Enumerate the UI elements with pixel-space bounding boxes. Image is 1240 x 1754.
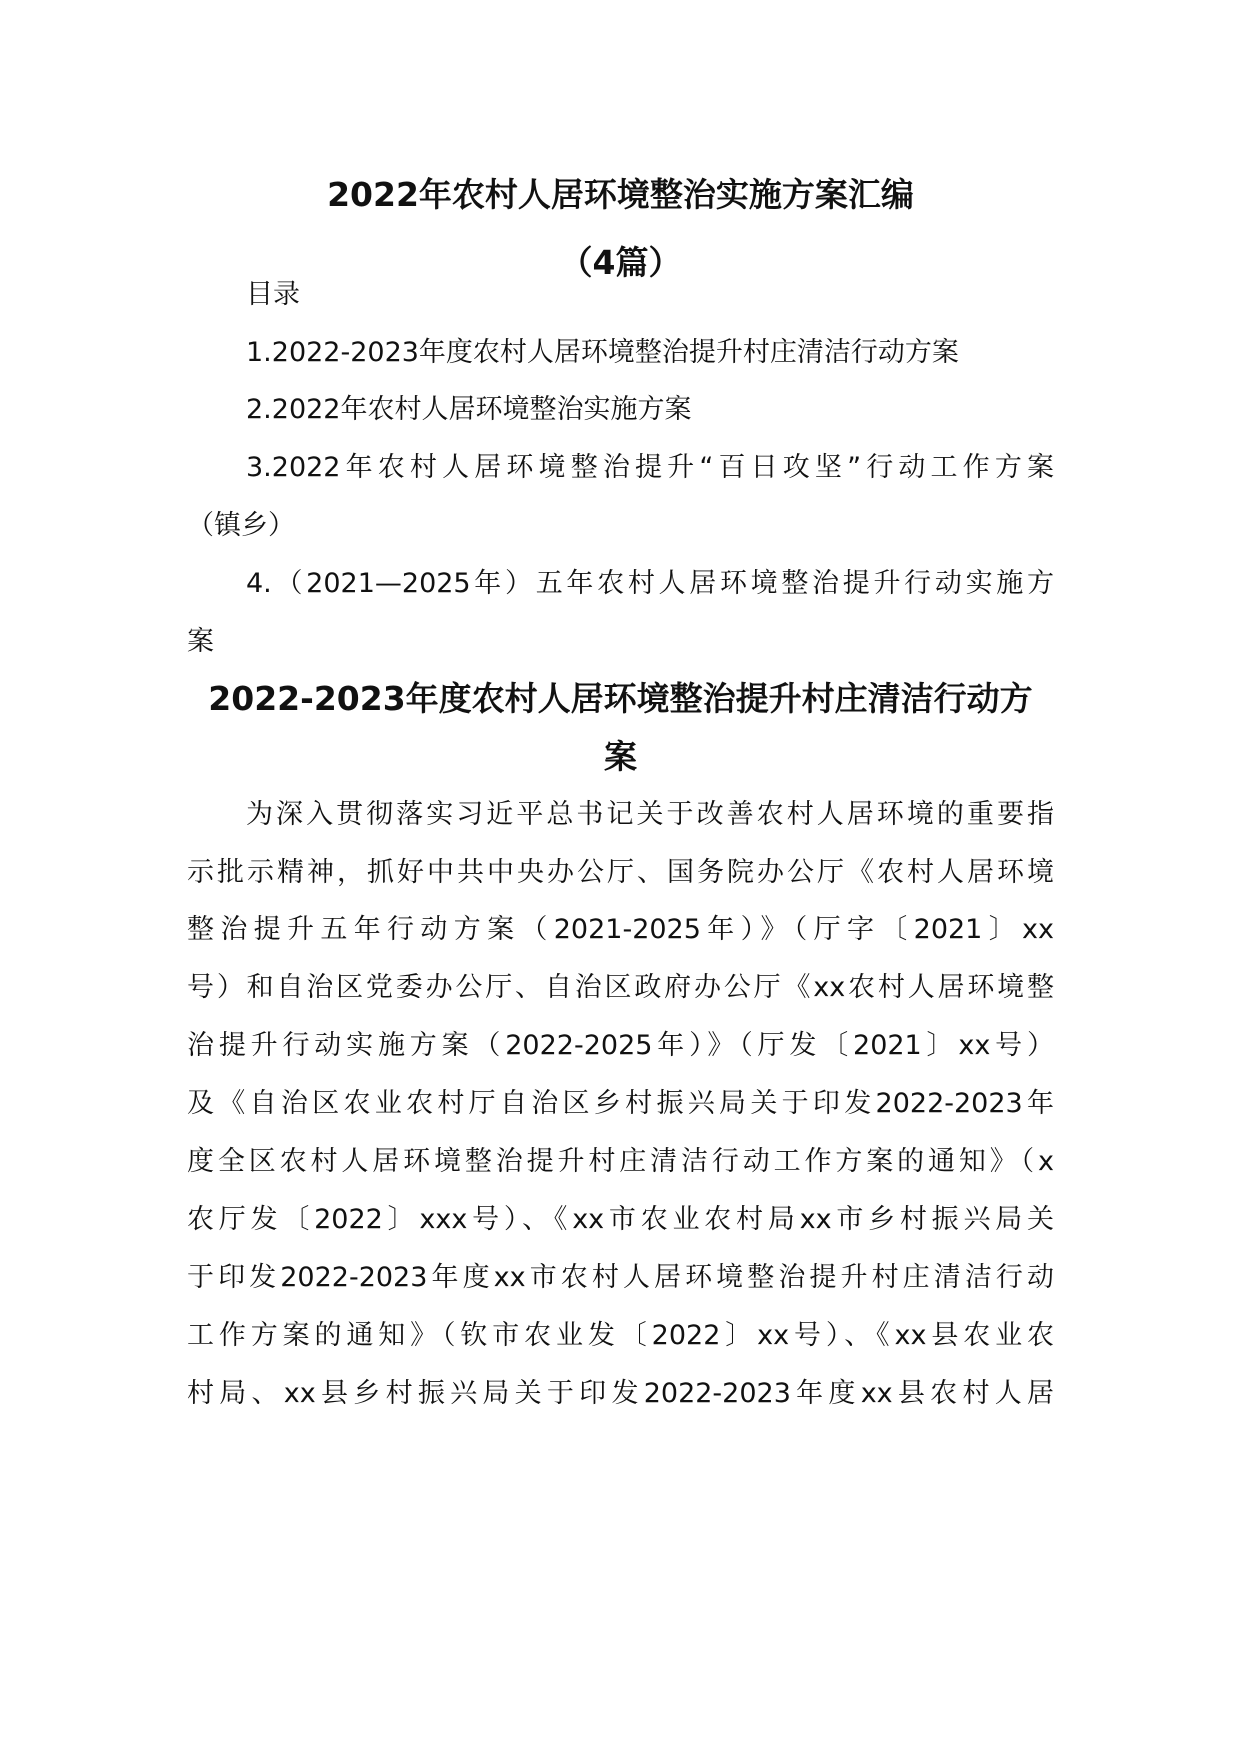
section-title-continuation: 案 — [604, 737, 637, 776]
body-line: 整治提升五年行动方案（2021-2025年）》（厅字〔2021〕xx — [187, 914, 1054, 945]
document-page — [187, 0, 1054, 1754]
body-line: 村局、xx县乡村振兴局关于印发2022-2023年度xx县农村人居 — [187, 1378, 1054, 1409]
body-line: 度全区农村人居环境整治提升村庄清洁行动工作方案的通知》（x — [187, 1146, 1054, 1177]
body-line: 治提升行动实施方案（2022-2025年）》（厅发〔2021〕xx号） — [187, 1030, 1054, 1061]
toc-heading: 目录 — [246, 279, 300, 310]
body-line: 示批示精神，抓好中共中央办公厅、国务院办公厅《农村人居环境 — [187, 857, 1054, 888]
toc-item-continuation: （镇乡） — [187, 510, 295, 541]
toc-item: 4.（2021—2025年）五年农村人居环境整治提升行动实施方 — [246, 568, 1054, 599]
toc-item: 2.2022年农村人居环境整治实施方案 — [246, 394, 692, 425]
toc-item-continuation: 案 — [187, 626, 214, 657]
body-line: 号）和自治区党委办公厅、自治区政府办公厅《xx农村人居环境整 — [187, 972, 1054, 1003]
body-line: 工作方案的通知》（钦市农业发〔2022〕xx号）、《xx县农业农 — [187, 1320, 1054, 1351]
body-line: 于印发2022-2023年度xx市农村人居环境整治提升村庄清洁行动 — [187, 1262, 1054, 1293]
body-line: 为深入贯彻落实习近平总书记关于改善农村人居环境的重要指 — [246, 799, 1054, 830]
toc-item: 1.2022-2023年度农村人居环境整治提升村庄清洁行动方案 — [246, 337, 959, 368]
toc-item: 3.2022年农村人居环境整治提升“百日攻坚”行动工作方案 — [246, 452, 1054, 483]
section-title: 2022-2023年度农村人居环境整治提升村庄清洁行动方 — [208, 679, 1033, 718]
document-title: 2022年农村人居环境整治实施方案汇编 — [327, 175, 914, 214]
body-line: 农厅发〔2022〕xxx号）、《xx市农业农村局xx市乡村振兴局关 — [187, 1204, 1054, 1235]
document-subtitle: （4篇） — [559, 243, 682, 282]
body-line: 及《自治区农业农村厅自治区乡村振兴局关于印发2022-2023年 — [187, 1088, 1054, 1119]
